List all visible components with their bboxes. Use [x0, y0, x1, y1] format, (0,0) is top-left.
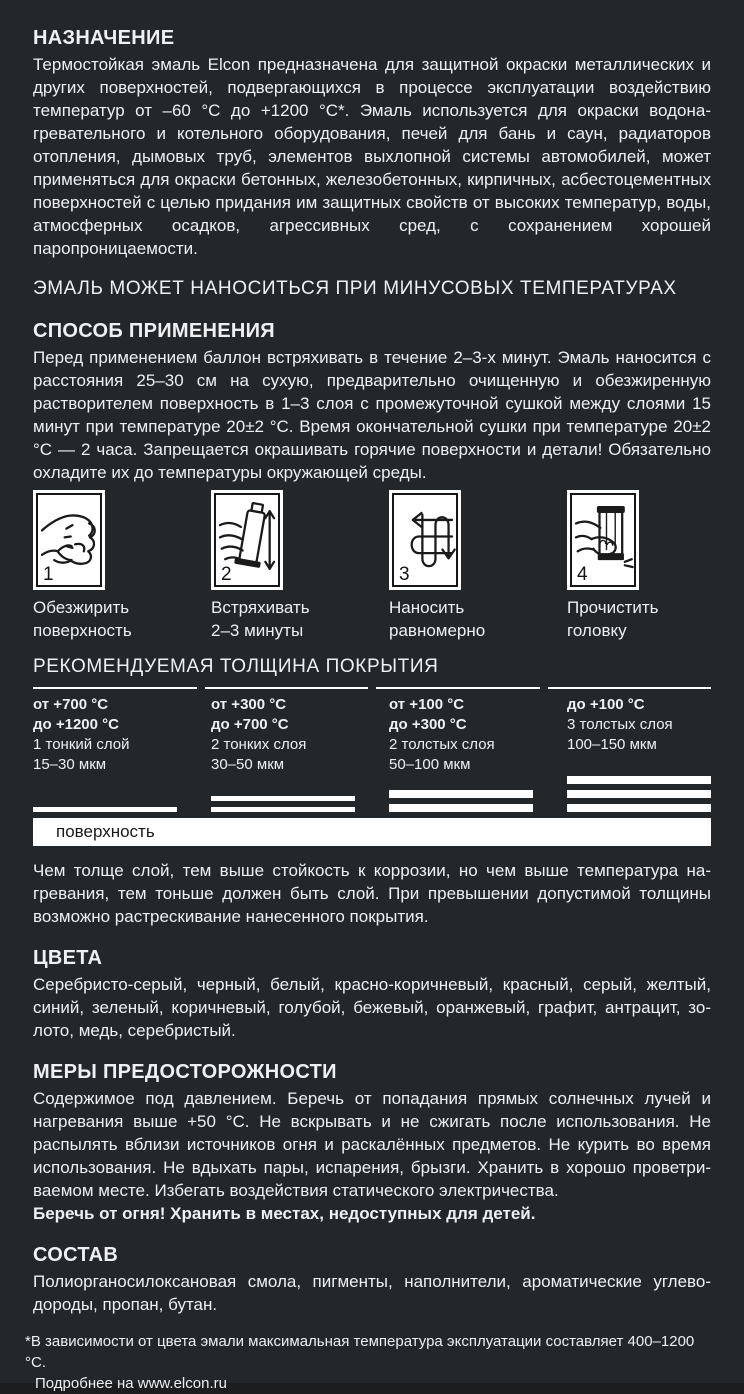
application-steps [33, 490, 711, 642]
thickness-table [33, 695, 711, 812]
thickness-note: Чем толще слой, тем выше стойкость к коррозии, но чем выше температура нагревания, тем тоньше должен быть слой. При превышении допустимой толщины возможно растрескивание нанесенного покрытия. [33, 861, 711, 926]
footnote-website: Подробнее на www.elcon.ru [35, 1375, 227, 1392]
layers-text: 2 толстых слоя [389, 736, 495, 753]
layer-stripe [567, 776, 711, 784]
temp-range: до +1200 °C [33, 716, 119, 733]
temp-range: до +300 °C [389, 716, 467, 733]
layer-stripes [211, 790, 355, 812]
step-label: Наносить равномерно [389, 598, 486, 640]
step-label: Обезжирить поверхность [33, 598, 132, 640]
application-text: Перед применением баллон встряхивать в течение 2–3-х минут. Эмаль наносится с расстояния 25–30 см на сухую, предварительно очищенную и обезжиренную растворителем поверхность в 1–3 слоя с промежуточной сушкой между слоями 15 минут при температуре 20±2 °C. Время окончательной сушки при температуре 20±2 °C — 2 часа. Запрещается окрашивать горячие поверхности и детали! Обязательно охладите их до температуры окружающей среды. [33, 348, 711, 482]
footnote-temperature-note: *В зависимости от цвета эмали максимальная температура эксплуатации составляет 400–1200 °C. [25, 1333, 695, 1371]
layer-stripes [33, 801, 177, 812]
layer-stripe [389, 790, 533, 798]
microns-text: 30–50 мкм [211, 756, 285, 773]
layers-text: 2 тонких слоя [211, 736, 307, 753]
step-label: Прочистить головку [567, 598, 659, 640]
layer-stripe [389, 804, 533, 812]
thickness-column-2 [211, 695, 355, 812]
step-shake [211, 490, 355, 642]
precautions-heading: МЕРЫ ПРЕДОСТОРОЖНОСТИ [33, 1061, 337, 1083]
colors-heading: ЦВЕТА [33, 947, 103, 969]
layer-stripe [33, 807, 177, 812]
fire-warning-text: Беречь от огня! Хранить в местах, недоступных для детей. [33, 1204, 536, 1223]
step-degrease [33, 490, 177, 642]
step-degrease-pictogram [33, 490, 105, 590]
purpose-text: Термостойкая эмаль Elcon предназначена для защитной окраски металлических и других поверхностей, подвергающихся в процессе эксплуатации воздействию температур от –60 °C до +1200 °C*. Эмаль используется для окраски водонагревательного и котельного оборудования, печей для бань и саун, радиаторов отопления, дымовых труб, элементов выхлопной системы автомобилей, может применяться для окраски бетонных, железобетонных, кирпичных, асбестоцементных поверхностей с целью придания им защитных свойств от высоких температур, воды, атмосферных осадков, агрессивных сред, с сохранением хорошей паропроницаемости. [33, 55, 711, 258]
layer-stripe [211, 796, 355, 801]
thickness-table-rule [33, 687, 711, 689]
step-clean-pictogram [567, 490, 639, 590]
step-number: 4 [577, 564, 588, 585]
step-apply-pictogram [389, 490, 461, 590]
composition-heading: СОСТАВ [33, 1244, 119, 1266]
precautions-text: Содержимое под давлением. Беречь от попадания прямых солнечных лучей и нагревания выше +50 °C. Не вскрывать и не сжигать после использования. Не распылять вблизи источников огня и раскалённых предметов. Не курить во время использования. Не вдыхать пары, испарения, брызги. Хранить в хорошо проветриваемом месте. Избегать воздействия статического электричества. [33, 1089, 711, 1200]
colors-text: Серебристо-серый, черный, белый, красно-коричневый, красный, серый, желтый, синий, зеленый, коричневый, голубой, бежевый, оранжевый, графит, антрацит, золото, медь, серебристый. [33, 975, 711, 1040]
pictogram-frame [36, 493, 102, 587]
step-number: 3 [399, 564, 410, 585]
layer-stripe [567, 790, 711, 798]
microns-text: 15–30 мкм [33, 756, 107, 773]
step-label: Встряхивать 2–3 минуты [211, 598, 310, 640]
temp-range: до +100 °C [567, 696, 645, 713]
step-clean-nozzle [567, 490, 711, 642]
temp-range: от +300 °C [211, 696, 287, 713]
temp-range: от +100 °C [389, 696, 465, 713]
pictogram-frame [392, 493, 458, 587]
thickness-heading: РЕКОМЕНДУЕМАЯ ТОЛЩИНА ПОКРЫТИЯ [33, 656, 439, 677]
microns-text: 100–150 мкм [567, 736, 657, 753]
layers-text: 3 толстых слоя [567, 716, 673, 733]
purpose-heading: НАЗНАЧЕНИЕ [33, 27, 175, 49]
temp-range: от +700 °C [33, 696, 109, 713]
composition-text: Полиорганосилоксановая смола, пигменты, наполнители, ароматические углеводороды, пропан, бутан. [33, 1272, 711, 1314]
thickness-column-4 [567, 695, 711, 812]
step-number: 2 [221, 564, 232, 585]
application-heading: СПОСОБ ПРИМЕНЕНИЯ [33, 320, 275, 342]
pictogram-frame [214, 493, 280, 587]
minus-temperature-banner: ЭМАЛЬ МОЖЕТ НАНОСИТЬСЯ ПРИ МИНУСОВЫХ ТЕМПЕРАТУРАХ [33, 278, 677, 299]
temp-range: до +700 °C [211, 716, 289, 733]
layer-stripes [567, 770, 711, 812]
layer-stripe [211, 807, 355, 812]
footnote [25, 1331, 711, 1394]
surface-bar [33, 818, 711, 846]
microns-text: 50–100 мкм [389, 756, 471, 773]
surface-label: поверхность [56, 822, 155, 841]
thickness-column-1 [33, 695, 177, 812]
step-number: 1 [43, 564, 54, 585]
pictogram-frame [570, 493, 636, 587]
layer-stripe [567, 804, 711, 812]
step-apply-evenly [389, 490, 533, 642]
layers-text: 1 тонкий слой [33, 736, 130, 753]
thickness-column-3 [389, 695, 533, 812]
step-shake-pictogram [211, 490, 283, 590]
layer-stripes [389, 784, 533, 812]
